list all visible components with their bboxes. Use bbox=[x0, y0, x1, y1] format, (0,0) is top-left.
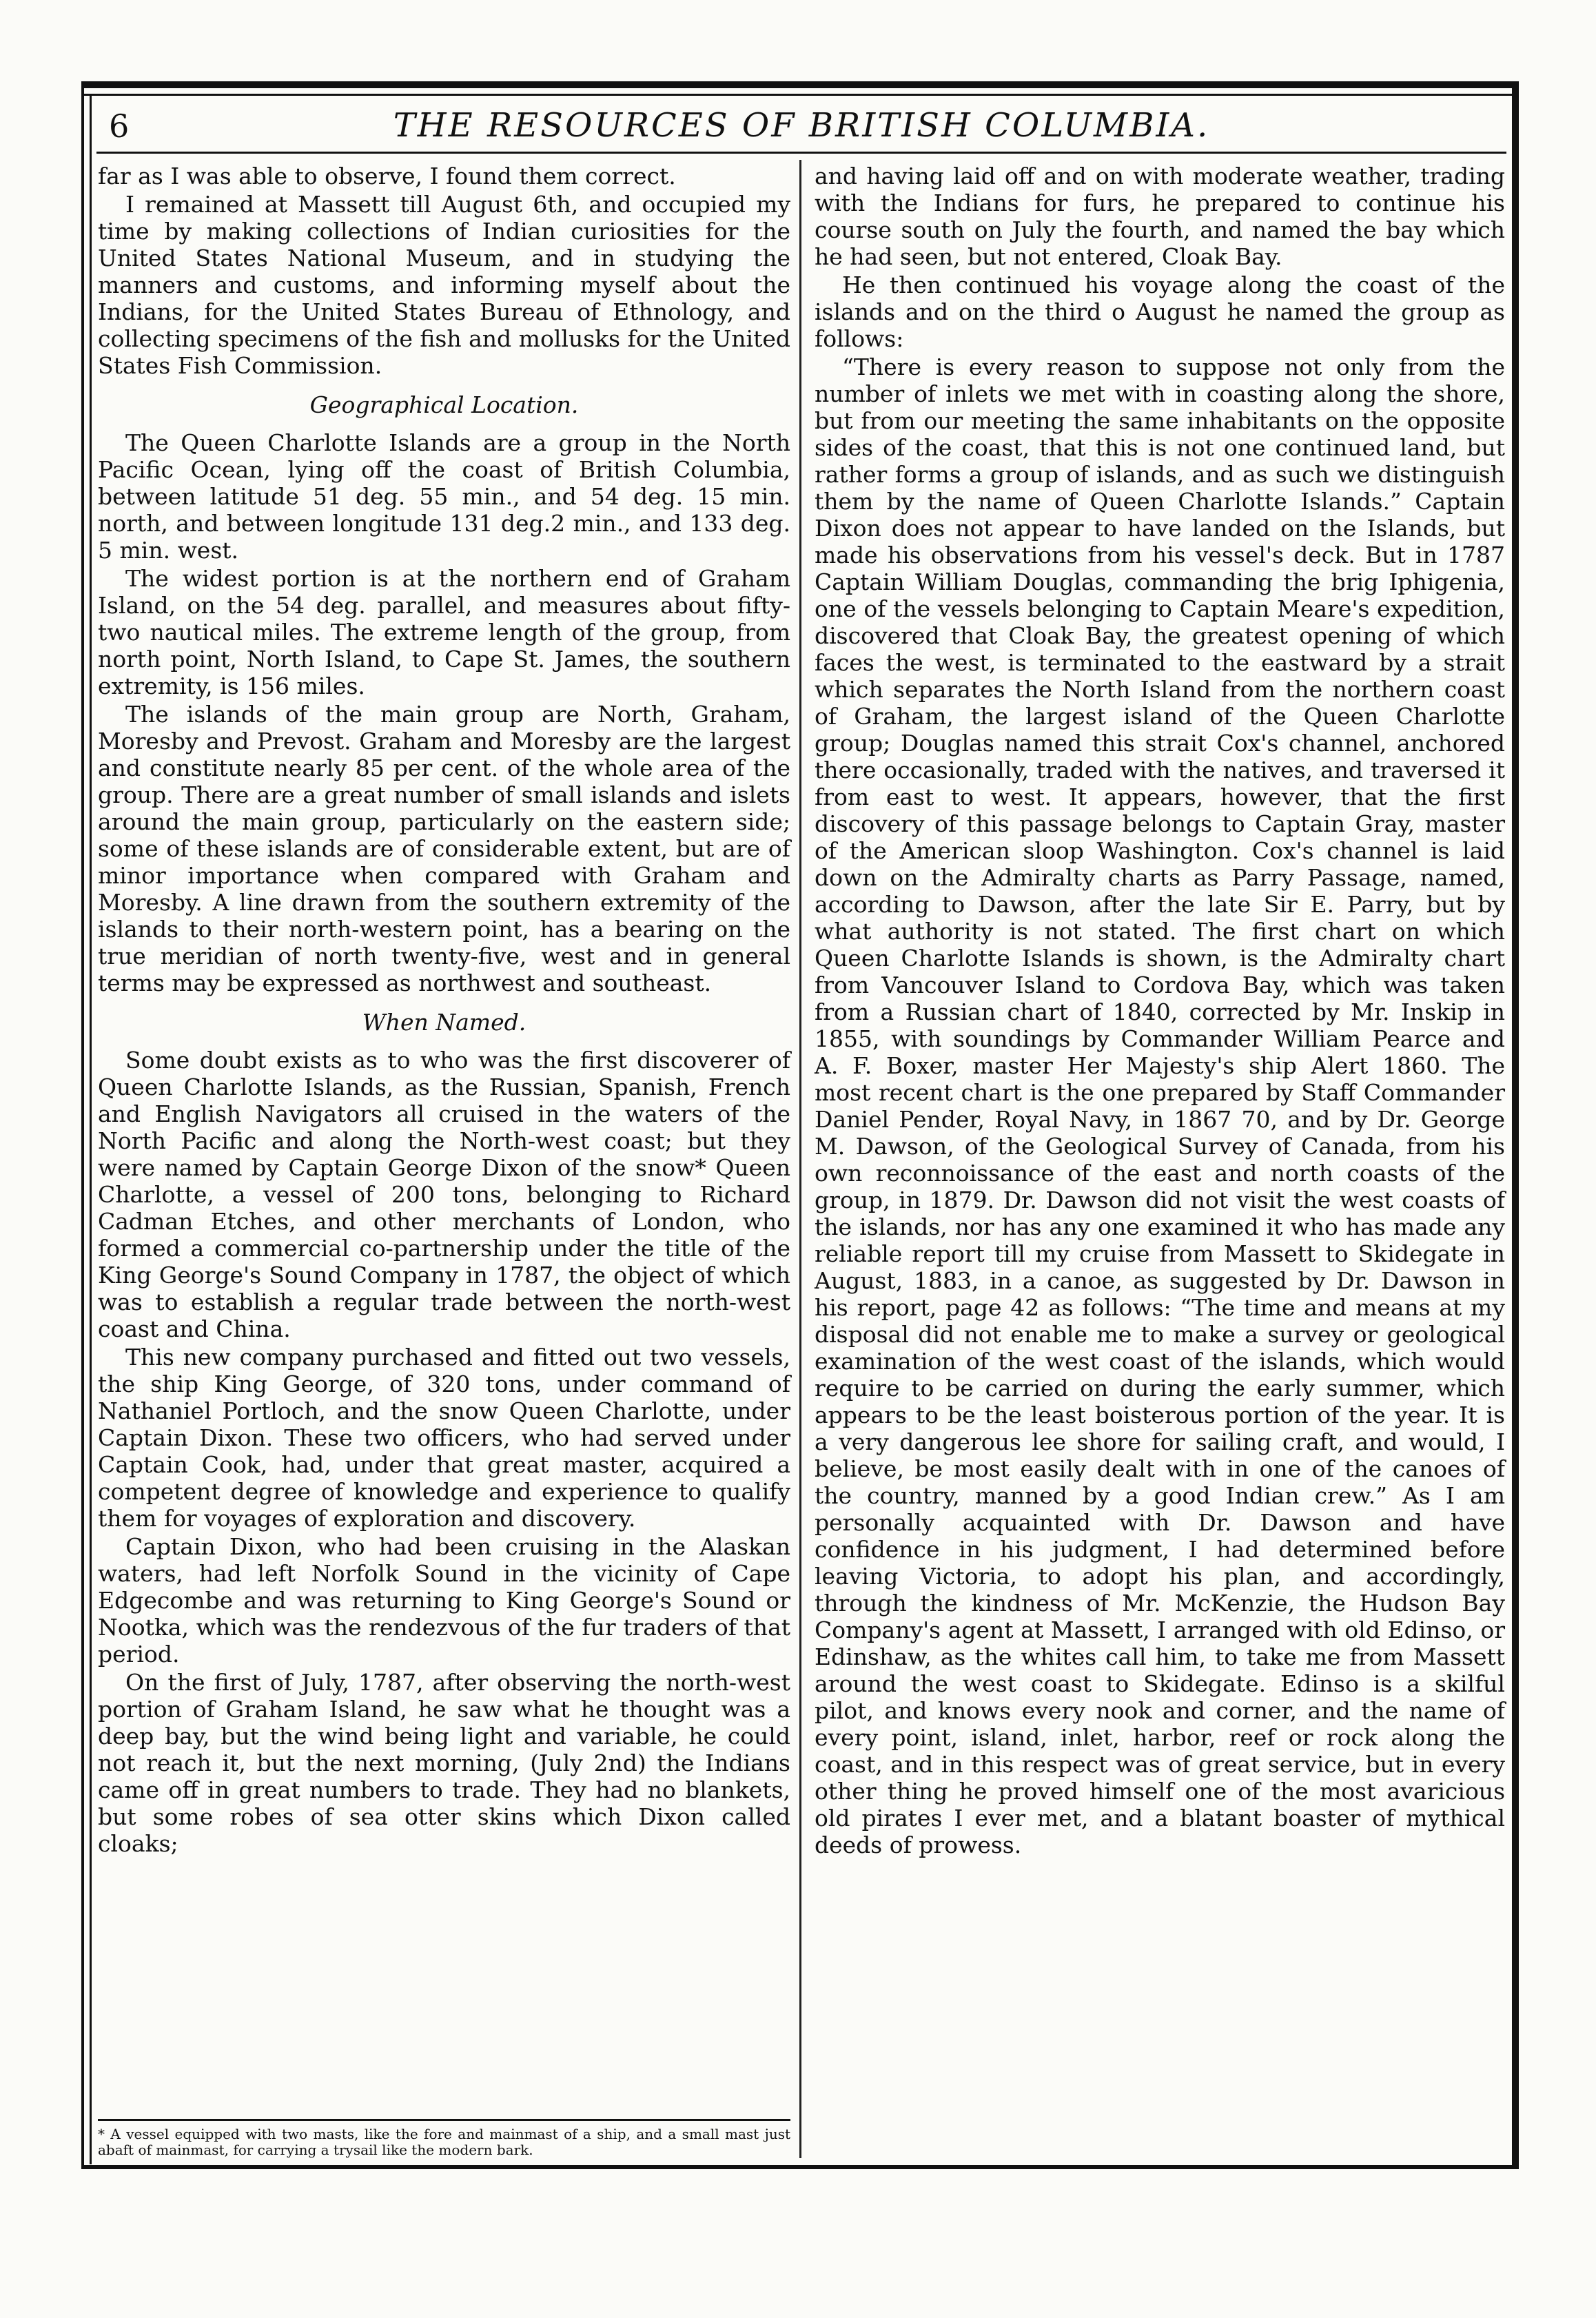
page-number: 6 bbox=[109, 107, 130, 145]
paragraph: “There is every reason to suppose not only from the number of inlets we met with in coasting along the shore, but from our meeting the same inhabitants on the opposite sides of the coast, that this is not one continued land, but rather forms a group of islands, and as such we distinguish them by the name of Queen Charlotte Islands.” Captain Dixon does not appear to have landed on the Islands, but made his observations from his vessel's deck. But in 1787 Captain William Douglas, commanding the brig Iphigenia, one of the vessels belonging to Captain Meare's expedition, discovered that Cloak Bay, the greatest opening of which faces the west, is terminated to the eastward by a strait which separates the North Island from the northern coast of Graham, the largest island of the Queen Charlotte group; Douglas named this strait Cox's channel, anchored there occasionally, traded with the natives, and traversed it from east to west. It appears, however, that the first discovery of this passage belongs to Captain Gray, master of the American sloop Washington. Cox's channel is laid down on the Admiralty charts as Parry Passage, named, according to Dawson, after the late Sir E. Parry, but by what authority is not stated. The first chart on which Queen Charlotte Islands is shown, is the Admiralty chart from Vancouver Island to Cordova Bay, which was taken from a Russian chart of 1840, corrected by Mr. Inskip in 1855, with soundings by Commander William Pearce and A. F. Boxer, master Her Majesty's ship Alert 1860. The most recent chart is the one prepared by Staff Commander Daniel Pender, Royal Navy, in 1867 70, and by Dr. George M. Dawson, of the Geological Survey of Canada, from his own reconnoissance of the east and north coasts of the group, in 1879. Dr. Dawson did not visit the west coasts of the islands, nor has any one examined it who has made any reliable report till my cruise from Massett to Skidegate in August, 1883, in a canoe, as suggested by Dr. Dawson in his report, page 42 as follows: “The time and means at my disposal did not enable me to make a survey or geological examination of the west coast of the islands, which would require to be carried on during the early summer, which appears to be the least boisterous portion of the year. It is a very dangerous lee shore for sailing craft, and would, I believe, be most easily dealt with in one of the canoes of the country, manned by a good Indian crew.” As I am personally acquainted with Dr. Dawson and have confidence in his judgment, I had determined before leaving Victoria, to adopt his plan, and accordingly, through the kindness of Mr. McKenzie, the Hudson Bay Company's agent at Massett, I arranged with old Edinso, or Edinshaw, as the whites call him, to take me from Massett around the west coast to Skidegate. Edinso is a skilful pilot, and knows every nook and corner, and the name of every point, island, inlet, harbor, reef or rock along the coast, and in this respect was of great service, but in every other thing he proved himself one of the most avaricious old pirates I ever met, and a blatant boaster of mythical deeds of prowess. bbox=[815, 353, 1505, 1858]
left-border-rule-thin bbox=[90, 94, 92, 2164]
paragraph: far as I was able to observe, I found them correct. bbox=[98, 163, 676, 189]
paragraph: On the first of July, 1787, after observing the north-west portion of Graham Island, he saw what he thought was a deep bay, but the wind being light and variable, he could not reach it, but the next morning, (July 2nd) the Indians came off in great numbers to trade. They had no blankets, but some robes of sea otter skins which Dixon called cloaks; bbox=[98, 1669, 790, 1857]
running-title: THE RESOURCES OF BRITISH COLUMBIA. bbox=[393, 106, 1210, 145]
top-border-rule-thin bbox=[81, 94, 1519, 96]
section-heading: Geographical Location. bbox=[309, 391, 579, 418]
section-heading: When Named. bbox=[362, 1009, 526, 1036]
bottom-border-rule bbox=[81, 2165, 1519, 2169]
paragraph: This new company purchased and fitted out two vessels, the ship King George, of 320 tons, under command of Nathaniel Portloch, and the snow Queen Charlotte, under Captain Dixon. These two officers, who had served under Captain Cook, had, under that great master, acquired a competent degree of knowledge and experience to qualify them for voyages of exploration and discovery. bbox=[98, 1344, 790, 1532]
left-border-rule bbox=[81, 81, 84, 2169]
paragraph: I remained at Massett till August 6th, and occupied my time by making collections of Indian curiosities for the United States National Museum, and in studying the manners and customs, and informing myself about the Indians, for the United States Bureau of Ethnology, and collecting specimens of the fish and mollusks for the United States Fish Commission. bbox=[98, 191, 790, 379]
paragraph: and having laid off and on with moderate weather, trading with the Indians for furs, he prepared to continue his course south on July the fourth, and named the bay which he had seen, but not entered, Cloak Bay. bbox=[815, 163, 1505, 270]
column-divider bbox=[799, 160, 801, 2158]
paragraph: Some doubt exists as to who was the first discoverer of Queen Charlotte Islands, as the Russian, Spanish, French and English Navigators all cruised in the waters of the North Pacific and along the North-west coast; but they were named by Captain George Dixon of the snow* Queen Charlotte, a vessel of 200 tons, belonging to Richard Cadman Etches, and other merchants of London, who formed a commercial co-partnership under the title of the King George's Sound Company in 1787, the object of which was to establish a regular trade between the north-west coast and China. bbox=[98, 1047, 790, 1342]
left-column bbox=[98, 163, 790, 1857]
page-header bbox=[96, 103, 1506, 154]
right-border-rule bbox=[1512, 81, 1519, 2169]
paragraph: The Queen Charlotte Islands are a group in the North Pacific Ocean, lying off the coast of British Columbia, between latitude 51 deg. 55 min., and 54 deg. 15 min. north, and between longitude 131 deg.2 min., and 133 deg. 5 min. west. bbox=[98, 429, 790, 564]
paragraph: The islands of the main group are North, Graham, Moresby and Prevost. Graham and Moresby are the largest and constitute nearly 85 per cent. of the whole area of the group. There are a great number of small islands and islets around the main group, particularly on the eastern side; some of these islands are of considerable extent, but are of minor importance when compared with Graham and Moresby. A line drawn from the southern extremity of the islands to their north-western point, has a bearing on the true meridian of north twenty-five, west and in general terms may be expressed as northwest and southeast. bbox=[98, 701, 790, 996]
paragraph: Captain Dixon, who had been cruising in the Alaskan waters, had left Norfolk Sound in the vicinity of Cape Edgecombe and was returning to King George's Sound or Nootka, which was the rendezvous of the fur traders of that period. bbox=[98, 1533, 790, 1668]
right-column bbox=[815, 163, 1505, 1858]
paragraph: He then continued his voyage along the coast of the islands and on the third o August he named the group as follows: bbox=[815, 271, 1505, 352]
top-border-rule bbox=[81, 81, 1519, 88]
footnote: * A vessel equipped with two masts, like the fore and mainmast of a ship, and a small mast just abaft of mainmast, for carrying a trysail like the modern bark. bbox=[98, 2119, 790, 2158]
paragraph: The widest portion is at the northern end of Graham Island, on the 54 deg. parallel, and measures about fifty-two nautical miles. The extreme length of the group, from north point, North Island, to Cape St. James, the southern extremity, is 156 miles. bbox=[98, 565, 790, 699]
